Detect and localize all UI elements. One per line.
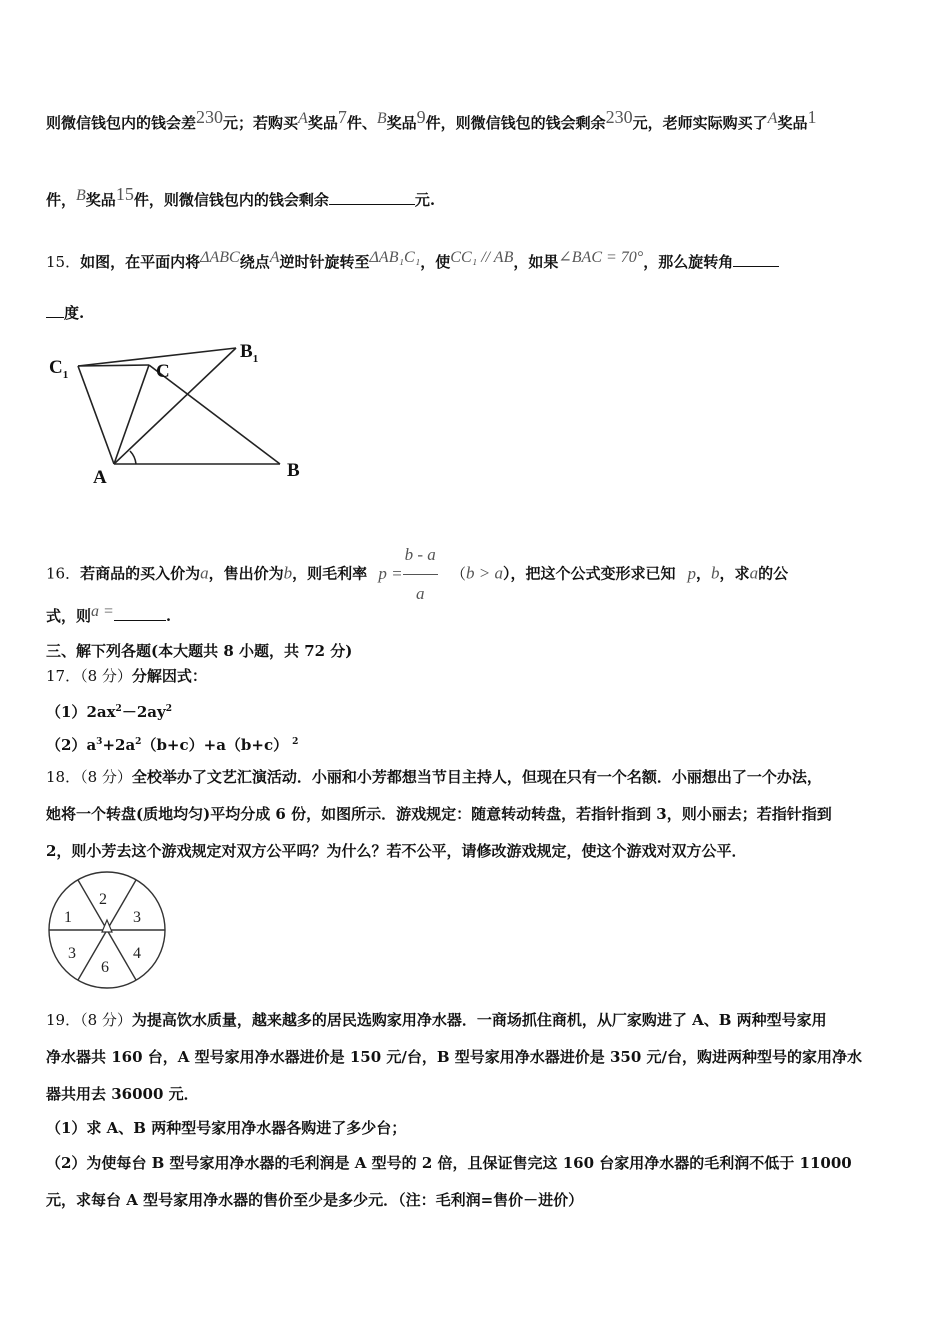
q15-math: ∠BAC = 70° bbox=[558, 249, 644, 266]
q16-text: ，求 bbox=[719, 564, 750, 583]
q15-answer-blank-b[interactable] bbox=[46, 304, 64, 318]
edge-c1-a bbox=[78, 366, 114, 464]
q16-number: 16． bbox=[46, 564, 81, 583]
label-c: C bbox=[156, 361, 170, 382]
q14-text: 元，老师实际购买了 bbox=[632, 114, 768, 132]
q16-text: 的公 bbox=[758, 564, 789, 583]
q14-text: 奖品 bbox=[85, 191, 116, 209]
q16-text: . bbox=[165, 607, 172, 625]
spinner-sector-label: 4 bbox=[133, 945, 141, 962]
q14-text: 件，则微信钱包的钱会剩余 bbox=[425, 114, 606, 132]
spinner-sector-label: 6 bbox=[101, 959, 109, 976]
q14-text: 件、 bbox=[346, 114, 377, 132]
q15-triangle-figure bbox=[40, 338, 315, 488]
q16-math: b bbox=[283, 563, 293, 583]
q19-line-2: 净水器共 160 台，A 型号家用净水器进价是 150 元/台，B 型号家用净水器进价是 350 元/台，购进两种型号的家用净水 bbox=[46, 1048, 862, 1066]
spinner-sector-label: 1 bbox=[64, 909, 72, 926]
q14-text: 件， bbox=[46, 191, 77, 209]
q19-text: 为提高饮水质量，越来越多的居民选购家用净水器．一商场抓住商机，从厂家购进了 A、B 两种型号家用 bbox=[131, 1011, 827, 1029]
q14-number: 230 bbox=[196, 107, 224, 127]
q16-text: 式，则 bbox=[46, 607, 92, 625]
section-3-title: 三、解下列各题(本大题共 8 小题，共 72 分) bbox=[46, 642, 353, 660]
label-b1: $B_1$ bbox=[240, 341, 259, 365]
q14-line-2 bbox=[46, 184, 436, 211]
q17-number: 17． bbox=[46, 667, 81, 685]
q16-formula-lhs: p = bbox=[378, 563, 403, 583]
spinner-pointer bbox=[102, 920, 112, 932]
q17-score: （8 分） bbox=[80, 667, 132, 685]
q17-stem bbox=[46, 666, 207, 686]
q14-text: 元. bbox=[414, 191, 436, 209]
q17-expr: +2a bbox=[102, 736, 136, 754]
angle-arc bbox=[130, 451, 136, 464]
q17-sup: 2 bbox=[165, 704, 172, 714]
q16-text: 若商品的买入价为 bbox=[80, 564, 201, 583]
q14-number: 1 bbox=[807, 107, 817, 127]
q16-line-2 bbox=[46, 603, 172, 627]
q14-variable: A bbox=[298, 110, 308, 127]
q15-math: ΔAB₁C₁ bbox=[369, 249, 421, 266]
q19-part-2-line-2: 元，求每台 A 型号家用净水器的售价至少是多少元．（注：毛利润=售价－进价） bbox=[46, 1191, 584, 1209]
q18-score: （8 分） bbox=[80, 768, 132, 786]
q15-number: 15． bbox=[46, 253, 81, 271]
q17-expr: －2ay bbox=[121, 703, 166, 721]
q17-sup: 3 bbox=[96, 737, 103, 747]
q15-text: ，如果 bbox=[513, 253, 559, 271]
q16-text: ，则毛利率 bbox=[292, 564, 368, 583]
q16-fraction-numerator: b - a bbox=[403, 538, 438, 575]
q17-sup: 2 bbox=[115, 704, 122, 714]
q18-number: 18． bbox=[46, 768, 81, 786]
q17-expr: a bbox=[86, 736, 97, 754]
q16-math: a bbox=[749, 563, 759, 583]
q16-text: （ bbox=[451, 564, 467, 583]
q16-math: b bbox=[711, 563, 720, 583]
q14-text: 则微信钱包内的钱会差 bbox=[46, 114, 197, 132]
q14-line-1 bbox=[46, 107, 817, 134]
q17-part-label: （1） bbox=[46, 703, 87, 721]
q16-text: ），把这个公式变形求已知 bbox=[503, 564, 676, 583]
q14-text: 奖品 bbox=[307, 114, 338, 132]
q16-fraction bbox=[403, 538, 438, 611]
q17-part-label: （2） bbox=[46, 736, 87, 754]
q14-number: 15 bbox=[115, 184, 134, 204]
q18-line-1 bbox=[46, 767, 822, 787]
q15-math: A bbox=[269, 249, 280, 266]
q15-answer-blank-a[interactable] bbox=[733, 253, 779, 267]
q17-expr: 2ax bbox=[86, 703, 116, 721]
q16-answer-blank[interactable] bbox=[114, 607, 166, 621]
q15-text: 绕点 bbox=[239, 253, 270, 271]
label-a: A bbox=[93, 467, 107, 488]
q16-text: ， bbox=[696, 564, 712, 583]
label-c1: $C_1$ bbox=[49, 357, 69, 381]
q14-text: 件，则微信钱包内的钱会剩余 bbox=[133, 191, 329, 209]
q14-number: 7 bbox=[337, 107, 347, 127]
q14-text: 奖品 bbox=[386, 114, 417, 132]
q15-math: ΔABC bbox=[200, 249, 240, 266]
q15-text: 如图，在平面内将 bbox=[80, 253, 201, 271]
q18-text: 全校举办了文艺汇演活动．小丽和小芳都想当节目主持人，但现在只有一个名额．小丽想出了一个办法， bbox=[131, 768, 822, 786]
q15-line-1 bbox=[46, 249, 779, 273]
q14-text: 奖品 bbox=[777, 114, 808, 132]
q19-line-3: 器共用去 36000 元． bbox=[46, 1085, 199, 1103]
q14-variable: A bbox=[767, 110, 778, 127]
q16-math: a bbox=[200, 563, 209, 583]
q15-text: 逆时针旋转至 bbox=[279, 253, 370, 271]
q17-text: 分解因式： bbox=[131, 667, 207, 685]
spinner-sector-label: 3 bbox=[133, 909, 141, 926]
q19-part-1: （1）求 A、B 两种型号家用净水器各购进了多少台； bbox=[46, 1119, 407, 1137]
q14-number: 230 bbox=[605, 107, 633, 127]
q15-text: ，使 bbox=[420, 253, 451, 271]
q16-math: b > a bbox=[466, 563, 504, 583]
edge-c1-c bbox=[78, 365, 149, 366]
q18-spinner bbox=[42, 870, 172, 990]
q14-variable: B bbox=[76, 187, 86, 204]
q15-math: CC₁ // AB bbox=[450, 249, 514, 266]
q15-text: ，那么旋转角 bbox=[643, 253, 734, 271]
q19-line-1 bbox=[46, 1010, 827, 1030]
q17-expr: （b+c）+a（b+c） bbox=[141, 736, 289, 754]
q14-number: 9 bbox=[416, 107, 426, 127]
q16-fraction-denominator: a bbox=[415, 584, 425, 603]
q17-sup: 2 bbox=[135, 737, 142, 747]
edge-a-c bbox=[114, 365, 149, 464]
q18-line-2: 她将一个转盘(质地均匀)平均分成 6 份，如图所示．游戏规定：随意转动转盘，若指针指到 3，则小丽去；若指针指到 bbox=[46, 805, 832, 823]
q17-part-1 bbox=[46, 699, 172, 722]
label-b: B bbox=[287, 460, 300, 481]
q16-math: p bbox=[687, 563, 697, 583]
spinner-sector-label: 2 bbox=[99, 891, 107, 908]
q14-text: 元；若购买 bbox=[223, 114, 299, 132]
q19-score: （8 分） bbox=[80, 1011, 132, 1029]
q19-number: 19． bbox=[46, 1011, 81, 1029]
q16-text: ，售出价为 bbox=[208, 564, 284, 583]
q15-line-2 bbox=[46, 303, 84, 323]
q18-line-3: 2，则小芳去这个游戏规定对双方公平吗？为什么？若不公平，请修改游戏规定，使这个游戏对双方公平． bbox=[46, 842, 747, 860]
spinner-sector-label: 3 bbox=[68, 945, 76, 962]
q17-part-2 bbox=[46, 732, 298, 755]
q15-text: 度. bbox=[64, 304, 85, 322]
q14-variable: B bbox=[376, 110, 387, 127]
q16-math: a = bbox=[91, 603, 114, 620]
q19-part-2-line-1: （2）为使每台 B 型号家用净水器的毛利润是 A 型号的 2 倍，且保证售完这 160 台家用净水器的毛利润不低于 11000 bbox=[46, 1154, 852, 1172]
q16-line-1 bbox=[46, 538, 788, 611]
q17-sup: 2 bbox=[292, 737, 299, 747]
q14-answer-blank[interactable] bbox=[329, 191, 415, 205]
